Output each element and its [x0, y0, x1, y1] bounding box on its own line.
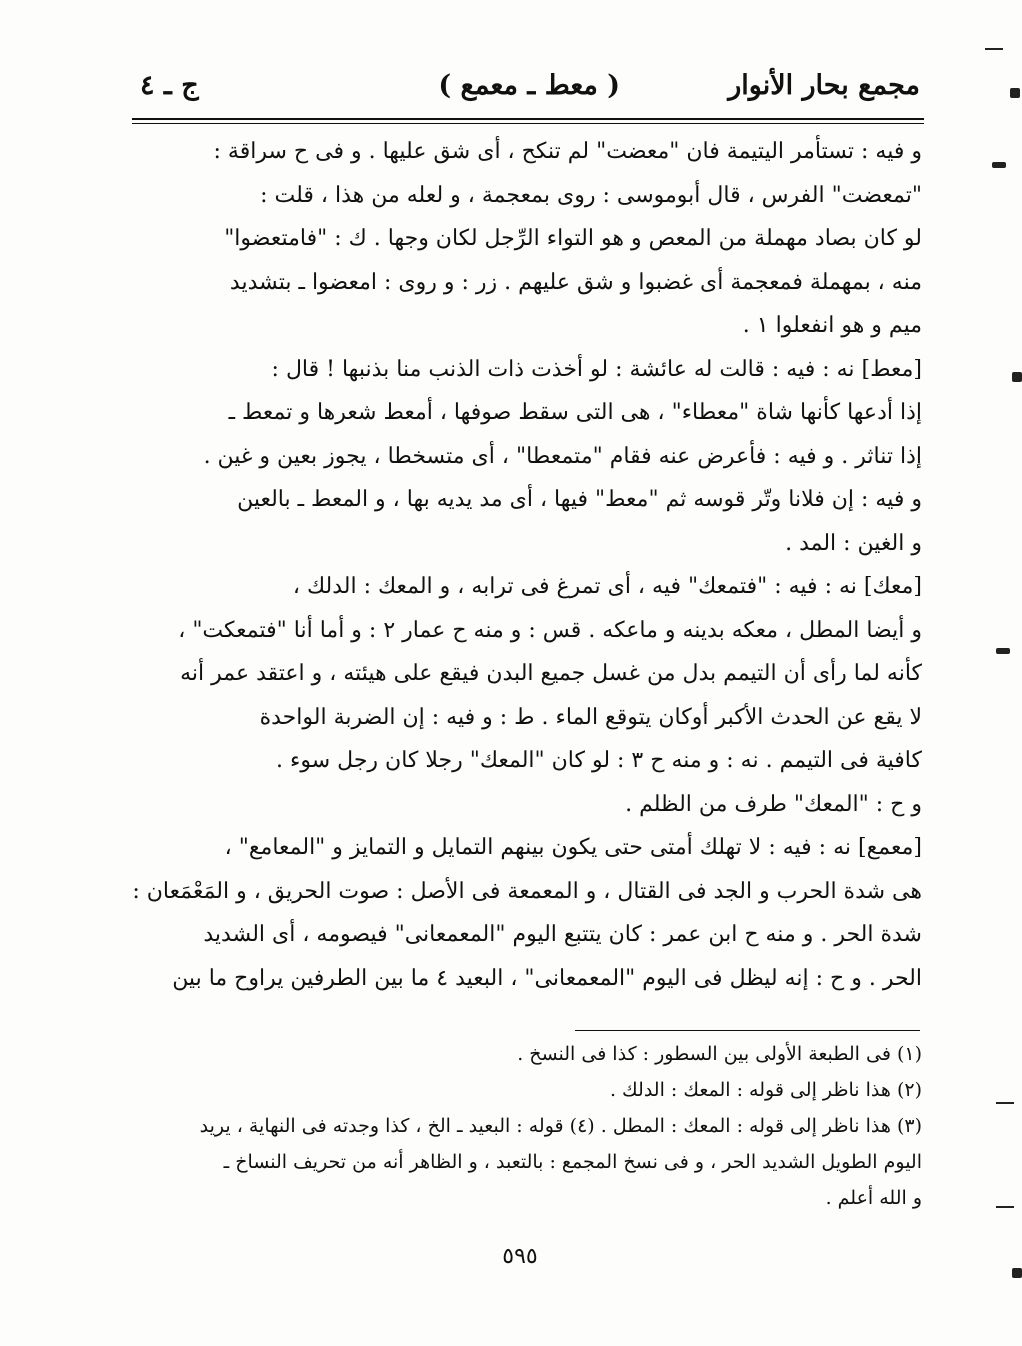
text-line: "تمعضت" الفرس ، قال أبوموسى : روى بمعجمة ، و لعله من هذا ، قلت : — [260, 182, 922, 208]
text-line: إذا تناثر . و فيه : فأعرض عنه فقام "متمعطا" ، أى متسخطا ، يجوز بعين و غين . — [203, 443, 922, 469]
footnote-line: (٣) هذا ناظر إلى قوله : المعك : المطل . (٤) قوله : البعيد ـ الخ ، كذا وجدته فى النهاية ، يريد — [199, 1115, 922, 1137]
text-line: ميم و هو انفعلوا ١ . — [742, 313, 922, 338]
margin-mark — [996, 1102, 1014, 1104]
header-rule-thin — [132, 123, 924, 124]
text-line: و فيه : إن فلانا وتّر قوسه ثم "معط" فيها ، أى مد يديه بها ، و المعط ـ بالعين — [237, 487, 922, 512]
text-line: كافية فى التيمم . نه : و منه ح ٣ : لو كان "المعك" رجلا كان رجل سوء . — [276, 748, 922, 773]
text-line: لو كان بصاد مهملة من المعص و هو التواء الرِّجل لكان وجها . ك : "فامتعضوا" — [224, 226, 922, 251]
text-line: و فيه : تستأمر اليتيمة فان "معضت" لم تنكح ، أى شق عليها . و فى ح سراقة : — [213, 139, 922, 164]
text-line: منه ، بمهملة فمعجمة أى غضبوا و شق عليهم . زر : و روى : امعضوا ـ بتشديد — [229, 269, 922, 295]
page-header — [140, 66, 920, 110]
text-line: لا يقع عن الحدث الأكبر أوكان يتوقع الماء . ط : و فيه : إن الضربة الواحدة — [259, 704, 922, 730]
footnotes — [180, 1036, 922, 1216]
margin-mark — [1012, 1268, 1022, 1278]
footnote-line: (١) فى الطبعة الأولى بين السطور : كذا فى النسخ . — [517, 1043, 922, 1065]
entry-heading-line: [معط] نه : فيه : قالت له عائشة : لو أخذت ذات الذنب منا بذنبها ! قال : — [271, 356, 922, 382]
section-range: ( معط ـ معمع ) — [438, 70, 620, 101]
page-number: ٥٩٥ — [502, 1244, 538, 1269]
text-line: هى شدة الحرب و الجد فى القتال ، و المعمعة فى الأصل : صوت الحريق ، و المَعْمَعان : — [132, 878, 922, 904]
header-rule-thick — [132, 118, 924, 120]
footnote-line: و الله أعلم . — [825, 1187, 922, 1209]
footnote-rule — [575, 1030, 920, 1031]
entry-heading-line: [معك] نه : فيه : "فتمعك" فيه ، أى تمرغ فى ترابه ، و المعك : الدلك ، — [292, 574, 922, 599]
volume-label: ج ـ ٤ — [140, 70, 199, 101]
text-line: و أيضا المطل ، معكه بدينه و ماعكه . قس : و منه ح عمار ٢ : و أما أنا "فتمعكت" ، — [178, 617, 922, 643]
entry-heading-line: [معمع] نه : فيه : لا تهلك أمتى حتى يكون بينهم التمايل و التمايز و "المعامع" ، — [224, 835, 922, 860]
margin-mark — [985, 48, 1003, 50]
book-title: مجمع بحار الأنوار — [728, 70, 920, 101]
footnote-line: اليوم الطويل الشديد الحر ، و فى نسخ المجمع : بالتعبد ، و الظاهر أنه من تحريف النساخ ـ — [223, 1151, 922, 1173]
text-line: الحر . و ح : إنه ليظل فى اليوم "المعمعانى" ، البعيد ٤ ما بين الطرفين يراوح ما بين — [172, 965, 922, 991]
text-line: إذا أدعها كأنها شاة "معطاء" ، هى التى سقط صوفها ، أمعط شعرها و تمعط ـ — [228, 400, 922, 425]
margin-mark — [1010, 88, 1020, 98]
margin-mark — [996, 1206, 1014, 1208]
margin-mark — [1012, 372, 1022, 382]
text-line: و الغين : المد . — [785, 530, 922, 556]
margin-mark — [996, 648, 1010, 654]
text-line: شدة الحر . و منه ح ابن عمر : كان يتتبع اليوم "المعمعانى" فيصومه ، أى الشديد — [203, 922, 922, 947]
margin-mark — [992, 162, 1006, 168]
text-line: كأنه لما رأى أن التيمم بدل من غسل جميع البدن فيقع على هيئته ، و اعتقد عمر أنه — [180, 661, 922, 686]
text-line: و ح : "المعك" طرف من الظلم . — [625, 791, 922, 817]
footnote-line: (٢) هذا ناظر إلى قوله : المعك : الدلك . — [609, 1079, 922, 1101]
main-text — [132, 130, 922, 1000]
